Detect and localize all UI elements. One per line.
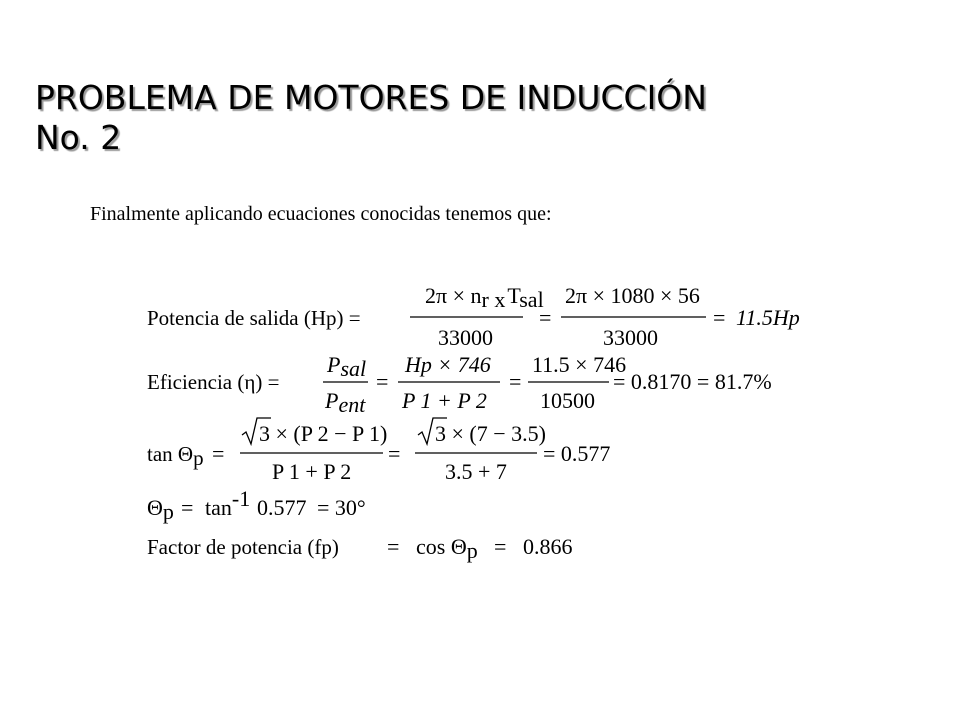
potencia-den2: 33000 xyxy=(603,325,658,350)
angulo-value: 0.577 xyxy=(257,495,307,520)
equation-eficiencia xyxy=(147,352,772,417)
tangente-label: tan Θp xyxy=(147,442,204,470)
equation-factor xyxy=(147,534,573,563)
equation-potencia xyxy=(147,283,800,350)
angulo-func: tan-1 xyxy=(205,486,251,520)
potencia-num1: 2π × nr xTsal xyxy=(425,283,544,312)
title-line-1: PROBLEMA DE MOTORES DE INDUCCIÓN xyxy=(35,78,707,117)
factor-expr: cos Θp xyxy=(416,534,478,563)
tangente-num2: 3 × (7 − 3.5) xyxy=(435,421,546,446)
eficiencia-den2: P 1 + P 2 xyxy=(402,388,487,413)
factor-label: Factor de potencia (fp) xyxy=(147,535,339,559)
slide-title xyxy=(35,78,707,158)
potencia-eq1: = xyxy=(539,305,552,330)
equation-angulo xyxy=(147,486,366,524)
eficiencia-den1: Pent xyxy=(325,388,366,417)
factor-result: 0.866 xyxy=(523,534,573,559)
tangente-den1: P 1 + P 2 xyxy=(272,459,352,484)
potencia-label: Potencia de salida (Hp) = xyxy=(147,306,361,330)
angulo-result: = 30° xyxy=(317,495,366,520)
angulo-eq: = xyxy=(181,495,194,520)
equations-block xyxy=(147,278,907,578)
eficiencia-num2: Hp × 746 xyxy=(405,352,491,377)
potencia-den1: 33000 xyxy=(438,325,493,350)
tangente-result: = 0.577 xyxy=(543,441,611,466)
eficiencia-den3: 10500 xyxy=(540,388,595,413)
eficiencia-label: Eficiencia (η) = xyxy=(147,370,280,394)
angulo-lhs: Θp xyxy=(147,495,174,524)
potencia-eq2: = xyxy=(713,305,726,330)
potencia-result: 11.5Hp xyxy=(736,305,800,330)
factor-eq2: = xyxy=(494,534,507,559)
title-line-2: No. 2 xyxy=(35,118,122,157)
intro-text: Finalmente aplicando ecuaciones conocidas tenemos que: xyxy=(90,203,552,225)
tangente-den2: 3.5 + 7 xyxy=(445,459,507,484)
tangente-num1: 3 × (P 2 − P 1) xyxy=(259,421,388,446)
eficiencia-num3: 11.5 × 746 xyxy=(532,352,627,377)
potencia-num2: 2π × 1080 × 56 xyxy=(565,283,700,308)
eficiencia-num1: Psal xyxy=(327,352,367,381)
eficiencia-eq2: = xyxy=(509,369,522,394)
tangente-eq1: = xyxy=(388,441,401,466)
factor-eq: = xyxy=(387,534,400,559)
eficiencia-result: = 0.8170 = 81.7% xyxy=(613,369,772,394)
eficiencia-eq1: = xyxy=(376,369,389,394)
equation-tangente xyxy=(147,418,610,484)
tangente-eq0: = xyxy=(212,441,225,466)
